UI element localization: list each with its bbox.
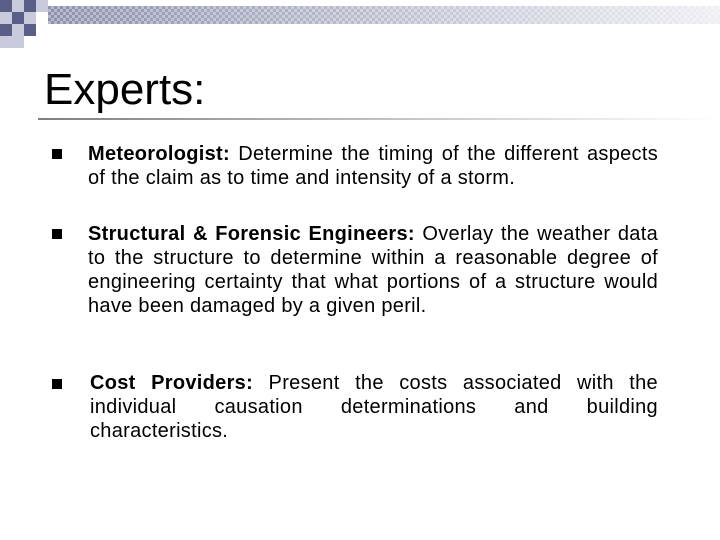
bullet-item bbox=[88, 142, 658, 190]
title-underline bbox=[38, 118, 718, 120]
bullet-marker bbox=[52, 149, 62, 159]
bullet-item bbox=[88, 222, 658, 318]
bullet-term: Meteorologist: bbox=[88, 143, 230, 165]
slide-title: Experts: bbox=[44, 65, 206, 114]
bullet-text: Determine the timing of the different aspects of the claim as to time and intensity of a storm. bbox=[88, 143, 658, 189]
bullet-term: Structural & Forensic Engineers: bbox=[88, 223, 415, 245]
bullet-item bbox=[90, 371, 658, 443]
bullet-text: Present the costs associated with the individual causation determinations and building characteristics. bbox=[90, 372, 658, 442]
bullet-text: Overlay the weather data to the structure to determine within a reasonable degree of engineering certainty that what portions of a structure would have been damaged by a given peril. bbox=[88, 223, 658, 317]
bullet-term: Cost Providers: bbox=[90, 372, 254, 394]
bullet-marker bbox=[52, 229, 62, 239]
checkered-squares bbox=[0, 0, 48, 48]
bullet-marker bbox=[52, 379, 62, 389]
